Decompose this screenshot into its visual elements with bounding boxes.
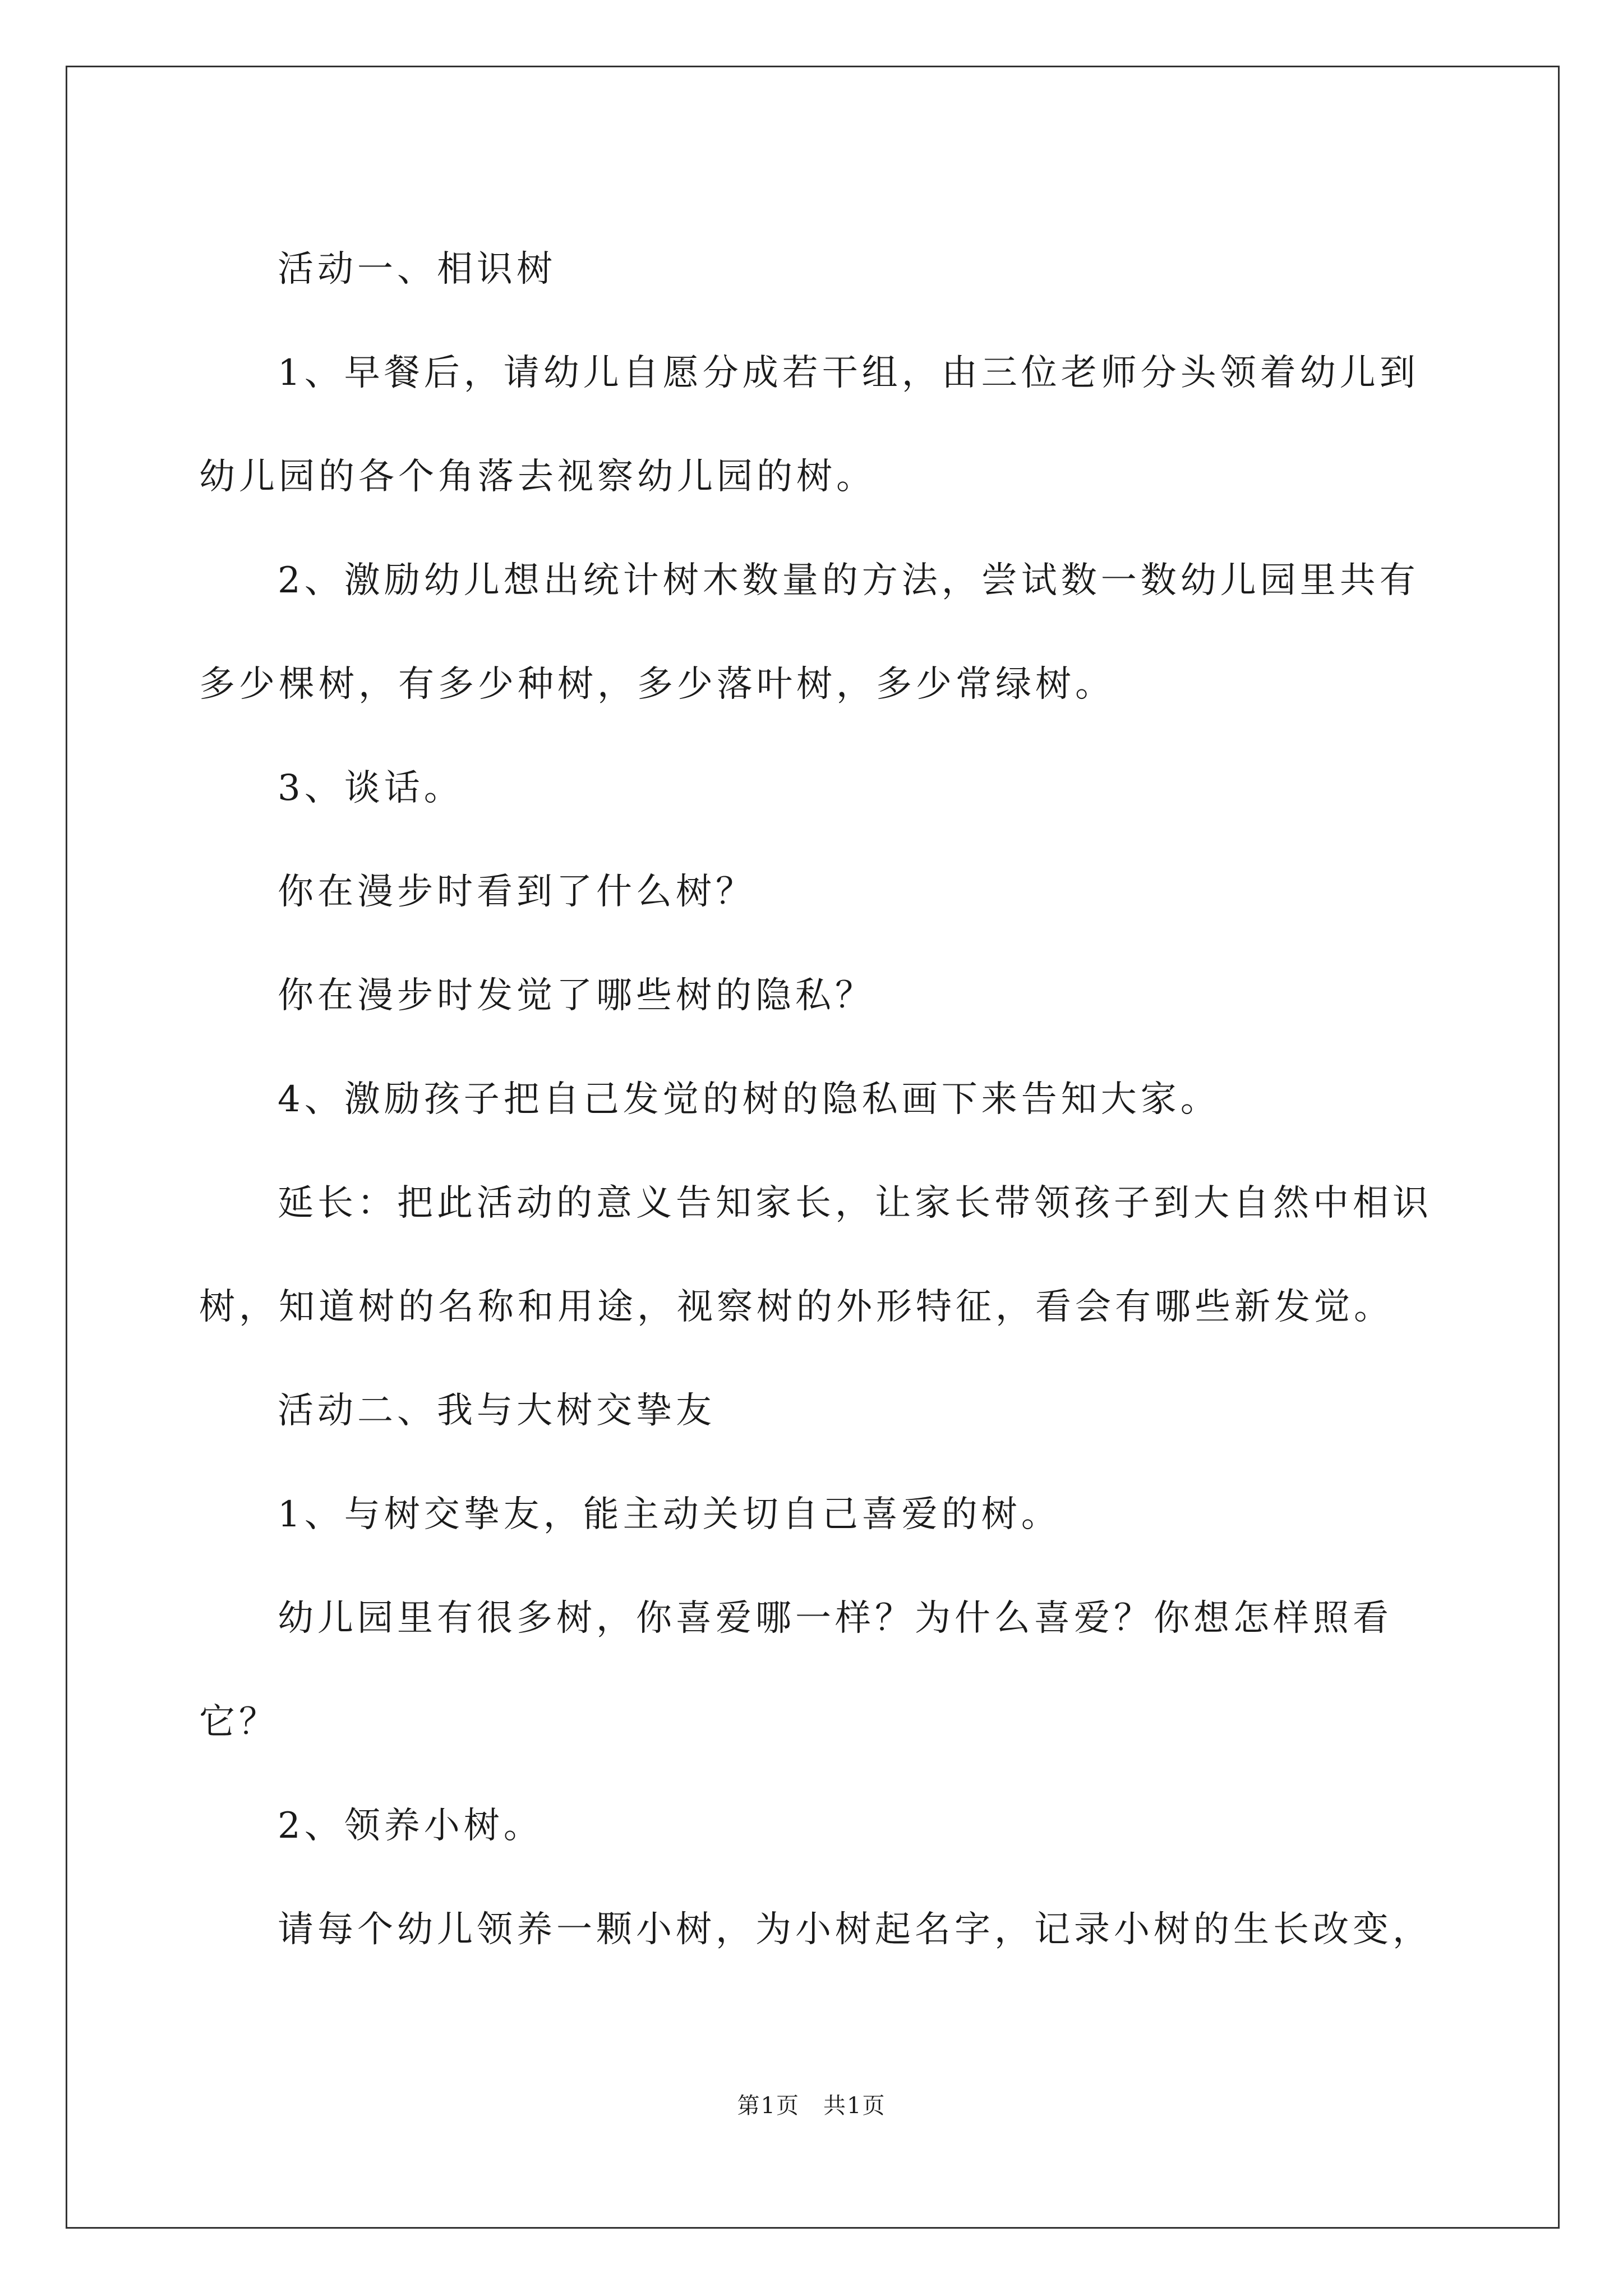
paragraph-adopt-instructions: 请每个幼儿领养一颗小树，为小树起名字，记录小树的生长改变，	[278, 1909, 1432, 1950]
paragraph-step-2: 2、激励幼儿想出统计树木数量的方法，尝试数一数幼儿园里共有多少棵树，有多少种树，多少落叶树，多少常绿树。	[199, 560, 1419, 705]
paragraph-favorite-tree: 幼儿园里有很多树，你喜爱哪一样？为什么喜爱？你想怎样照看它？	[199, 1598, 1393, 1743]
heading-activity-one: 活动一、相识树	[278, 249, 556, 290]
paragraph-friend-tree: 1、与树交挚友，能主动关切自己喜爱的树。	[278, 1494, 1061, 1535]
paragraph-adopt-tree: 2、领养小树。	[278, 1805, 543, 1847]
paragraph-step-3: 3、谈话。	[278, 767, 464, 809]
paragraph-extension: 延长：把此活动的意义告知家长，让家长带领孩子到大自然中相识树，知道树的名称和用途，视察树的外形特征，看会有哪些新发觉。	[199, 1182, 1432, 1328]
paragraph-question-1: 你在漫步时看到了什么树？	[278, 871, 755, 913]
document-body	[199, 218, 1433, 1982]
paragraph-step-1: 1、早餐后，请幼儿自愿分成若干组，由三位老师分头领着幼儿到幼儿园的各个角落去视察幼儿园的树。	[199, 352, 1419, 498]
paragraph-step-4: 4、激励孩子把自己发觉的树的隐私画下来告知大家。	[278, 1079, 1220, 1120]
heading-activity-two: 活动二、我与大树交挚友	[278, 1390, 716, 1432]
page-footer: 第1页 共1页	[737, 2093, 886, 2119]
paragraph-question-2: 你在漫步时发觉了哪些树的隐私？	[278, 975, 875, 1016]
